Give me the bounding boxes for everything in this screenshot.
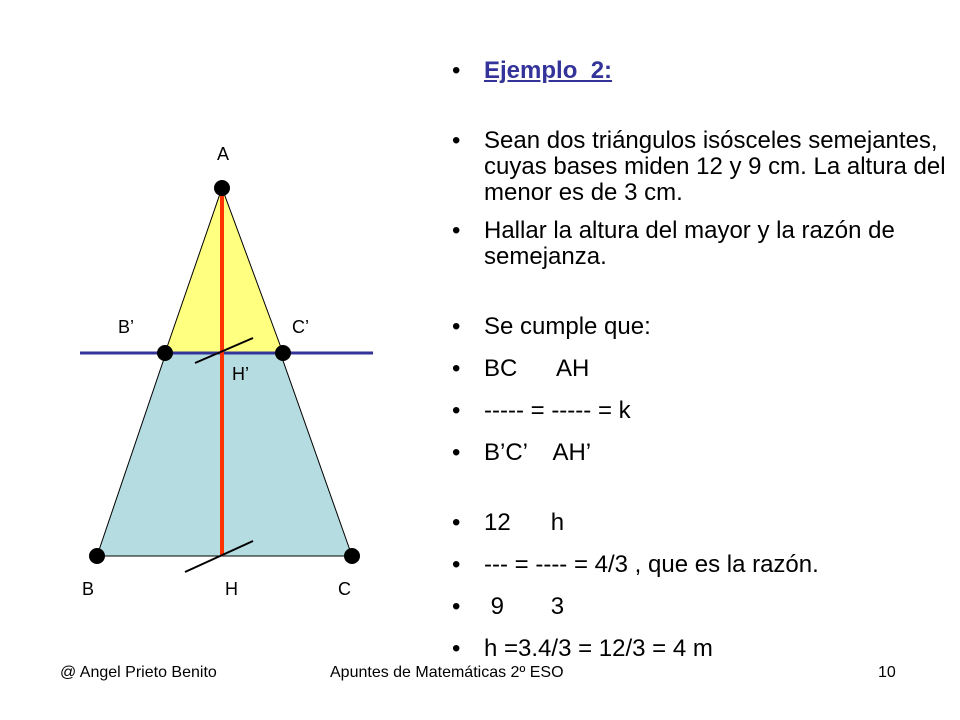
calc-top-text: 12 h: [484, 509, 565, 536]
similar-triangles-diagram: [0, 0, 440, 620]
footer-page-number: 10: [878, 664, 896, 681]
label-h: H: [225, 579, 238, 599]
bullet-dot: •: [452, 217, 461, 244]
bullet-list: [448, 58, 948, 662]
bullet-ratio-mid: [448, 398, 948, 424]
calc-bottom-text: 9 3: [484, 593, 565, 620]
footer-author: @ Angel Prieto Benito: [60, 664, 217, 681]
bullet-calc-top: [448, 510, 948, 536]
label-b: B: [82, 579, 95, 599]
bullet-statement: [448, 128, 948, 206]
bullet-dot: •: [452, 439, 461, 466]
bullet-ratio-bottom: [448, 440, 948, 466]
ratio-bottom-text: B’C’ AH’: [484, 439, 592, 466]
label-a: A: [217, 144, 230, 164]
bullet-result: [448, 636, 948, 662]
bullet-task: [448, 218, 948, 270]
bullet-calc-mid: [448, 552, 948, 578]
result-text: h =3.4/3 = 12/3 = 4 m: [484, 635, 713, 662]
bullet-dot: •: [452, 313, 461, 340]
label-h-prime: H’: [232, 364, 249, 384]
bullet-dot: •: [452, 551, 461, 578]
ratio-top-text: BC AH: [484, 355, 590, 382]
bullet-se-cumple: [448, 314, 948, 340]
label-c: C: [338, 579, 351, 599]
bullet-dot: •: [452, 57, 461, 84]
ratio-mid-text: ----- = ----- = k: [484, 397, 631, 424]
label-b-prime: B’: [118, 317, 135, 337]
bullet-dot: •: [452, 509, 461, 536]
se-cumple-text: Se cumple que:: [484, 313, 651, 340]
vertex-c-prime-dot: [275, 345, 291, 361]
vertex-a-dot: [214, 180, 230, 196]
bullet-dot: •: [452, 355, 461, 382]
vertex-b-prime-dot: [157, 345, 173, 361]
bullet-dot: •: [452, 635, 461, 662]
bullet-title: [448, 58, 948, 84]
bullet-dot: •: [452, 397, 461, 424]
task-text: Hallar la altura del mayor y la razón de semejanza.: [484, 217, 895, 270]
vertex-c-dot: [344, 548, 360, 564]
vertex-b-dot: [89, 548, 105, 564]
bullet-calc-bottom: [448, 594, 948, 620]
example-title: Ejemplo_2:: [484, 57, 613, 84]
bullet-dot: •: [452, 127, 461, 154]
calc-mid-text: --- = ---- = 4/3 , que es la razón.: [484, 551, 819, 578]
label-c-prime: C’: [292, 317, 309, 337]
bullet-ratio-top: [448, 356, 948, 382]
footer-course: Apuntes de Matemáticas 2º ESO: [330, 664, 564, 681]
bullet-dot: •: [452, 593, 461, 620]
statement-text: Sean dos triángulos isósceles semejantes, cuyas bases miden 12 y 9 cm. La altura del menor es de 3 cm.: [484, 127, 946, 206]
